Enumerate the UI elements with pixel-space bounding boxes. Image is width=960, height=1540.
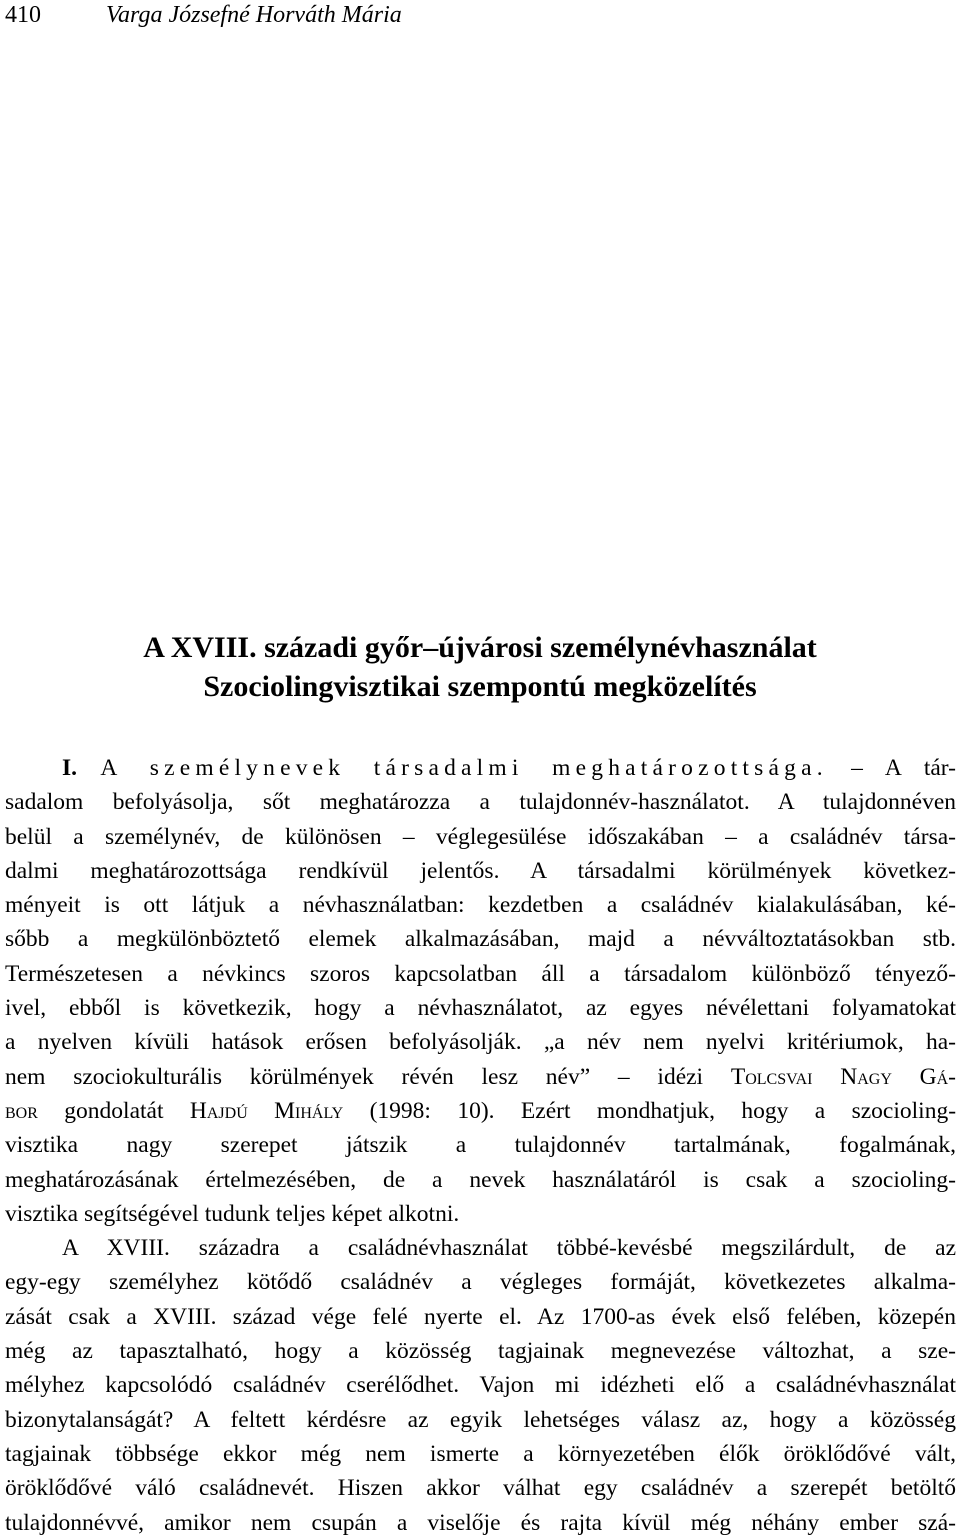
body-line: tulajdonnévvé, amikor nem csupán a viselője és rajta kívül még néhány ember szá- bbox=[5, 1509, 956, 1536]
body-line: zását csak a XVIII. század vége felé nyerte el. Az 1700-as évek első felében, közepén bbox=[5, 1303, 956, 1330]
body-line: öröklődővé váló családnevét. Hiszen akkor válhat egy családnév a szerepét betöltő bbox=[5, 1475, 956, 1502]
body-line: még az tapasztalható, hogy a közösség tagjainak megnevezése változhat, a sze- bbox=[5, 1338, 956, 1365]
body-text: (1998: 10). Ezért mondhatjuk, hogy a szocioling- bbox=[369, 1097, 957, 1124]
section-numeral: I. bbox=[62, 755, 78, 781]
body-text: A XVIII. századra a családnévhasználat többé-kevésbé megszilárdult, de az bbox=[62, 1235, 956, 1262]
cited-author-name: Hajdú Mihály bbox=[189, 1097, 344, 1124]
body-line bbox=[5, 1094, 956, 1128]
body-line: mélyhez kapcsolódó családnév cserélődhet. Vajon mi idézheti elő a családnévhasználat bbox=[5, 1372, 956, 1399]
article-title: A XVIII. századi győr–újvárosi személynévhasználat bbox=[143, 631, 817, 664]
body-line: visztika segítségével tudunk teljes képet alkotni. bbox=[5, 1200, 460, 1227]
running-head-author: Varga Józsefné Horváth Mária bbox=[106, 2, 402, 28]
article-title-block bbox=[0, 628, 960, 706]
paragraph-indent bbox=[5, 1235, 62, 1261]
page-number: 410 bbox=[5, 2, 41, 28]
section-heading: A személynevek társadalmi meghatározottsága. bbox=[100, 755, 828, 781]
body-text: – A tár- bbox=[851, 755, 956, 781]
body-line: bizonytalanságát? A feltett kérdésre az egyik lehetséges válasz az, hogy a közösség bbox=[5, 1406, 956, 1433]
cited-author-name: Tolcsvai Nagy Gá- bbox=[730, 1063, 956, 1090]
body-line: a nyelven kívüli hatások erősen befolyásolják. „a név nem nyelvi kritériumok, ha- bbox=[5, 1029, 956, 1056]
body-line: visztika nagy szerepet játszik a tulajdonnév tartalmának, fogalmának, bbox=[5, 1132, 956, 1159]
body-line: ivel, ebből is következik, hogy a névhasználatot, az egyes névélettani folyamatokat bbox=[5, 995, 956, 1022]
body-line: egy-egy személyhez kötődő családnév a végleges formáját, következetes alkalma- bbox=[5, 1269, 956, 1296]
body-line bbox=[5, 1231, 956, 1265]
body-line: Természetesen a névkincs szoros kapcsolatban áll a társadalom különböző tényező- bbox=[5, 960, 956, 987]
body-line: sőbb a megkülönböztető elemek alkalmazásában, majd a névváltoztatásokban stb. bbox=[5, 926, 956, 953]
body-line bbox=[5, 751, 956, 785]
body-text: gondolatát bbox=[64, 1097, 190, 1124]
article-body bbox=[5, 751, 956, 1540]
body-line: belül a személynév, de különösen – véglegesülése időszakában – a családnév társa- bbox=[5, 823, 956, 850]
article-subtitle: Szociolingvisztikai szempontú megközelítés bbox=[203, 670, 757, 703]
body-line: tagjainak többsége ekkor még nem ismerte a környezetében élők öröklődővé vált, bbox=[5, 1440, 956, 1467]
cited-author-name-cont: bor bbox=[5, 1097, 38, 1124]
body-line: ményeit is ott látjuk a névhasználatban: kezdetben a családnév kialakulásában, ké- bbox=[5, 892, 956, 919]
body-text: nem szociokulturális körülmények révén lesz név” – idézi bbox=[5, 1063, 731, 1090]
page-header bbox=[0, 0, 960, 36]
body-line: dalmi meghatározottsága rendkívül jelentős. A társadalmi körülmények következ- bbox=[5, 857, 956, 884]
body-line bbox=[5, 1060, 956, 1094]
body-line: sadalom befolyásolja, sőt meghatározza a tulajdonnév-használatot. A tulajdonnéven bbox=[5, 789, 956, 816]
body-line: meghatározásának értelmezésében, de a nevek használatáról is csak a szocioling- bbox=[5, 1166, 956, 1193]
